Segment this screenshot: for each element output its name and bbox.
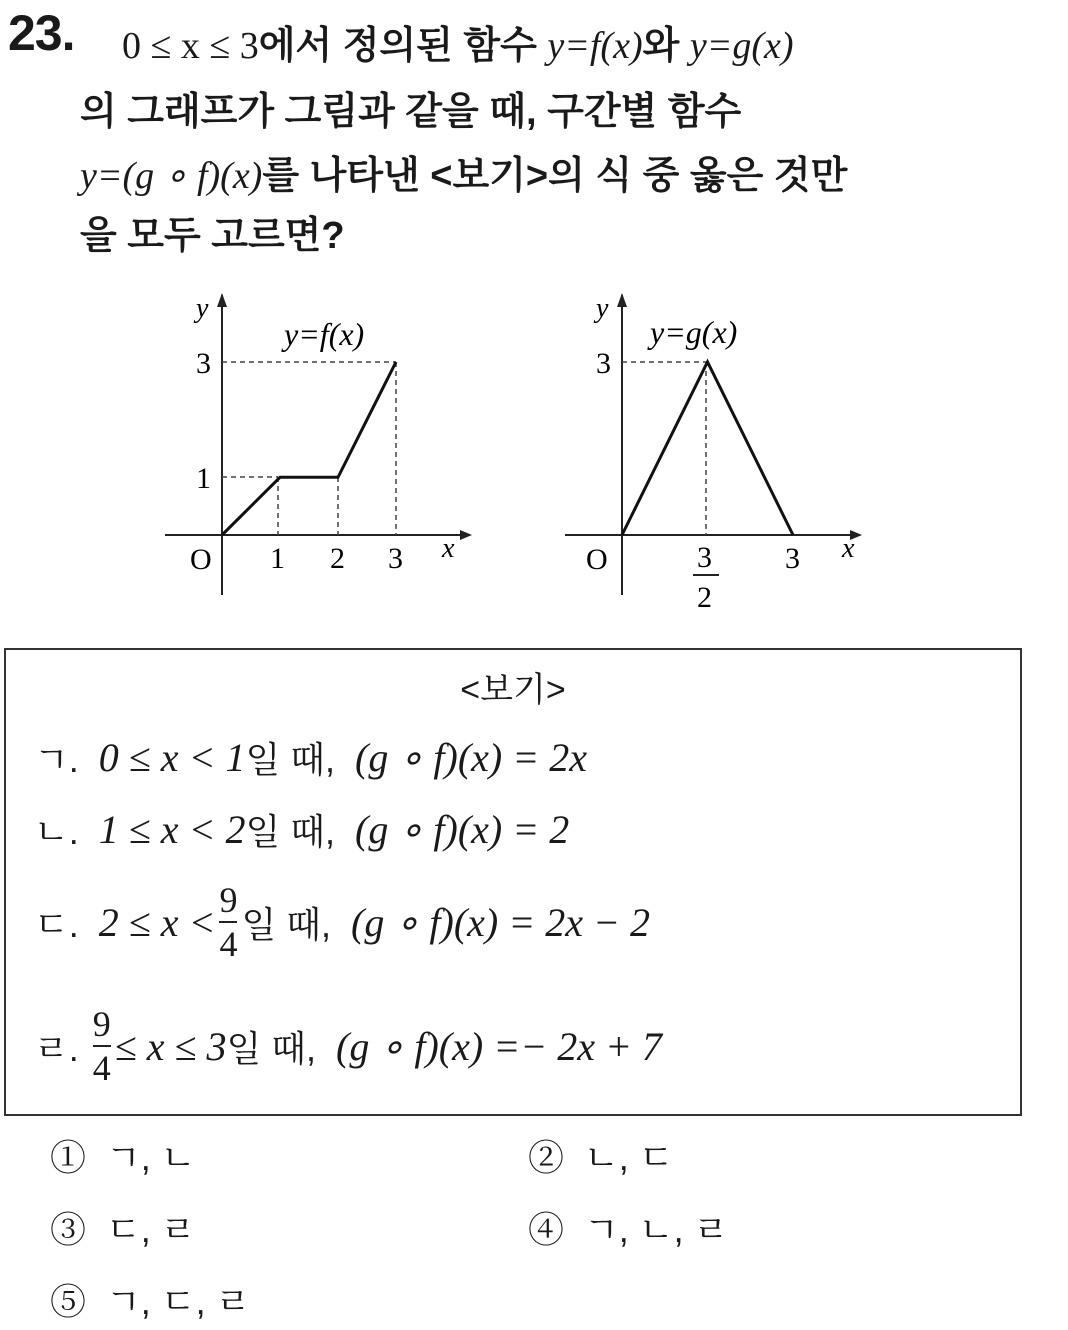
choice-5-text: ㄱ, ㄷ, ㄹ — [106, 1281, 251, 1322]
bogi-cond-d: ≤ x ≤ 3 — [114, 1023, 227, 1069]
choice-2-text: ㄴ, ㄷ — [584, 1137, 674, 1178]
bogi-expr-d: (g ∘ f)(x) =− 2x + 7 — [336, 1023, 662, 1069]
bogi-cond-a: 0 ≤ x < 1 — [98, 735, 246, 780]
choice-3[interactable] — [50, 1202, 196, 1253]
domain-condition: 0 ≤ x ≤ 3 — [122, 25, 259, 67]
choice-3-number: ③ — [50, 1209, 87, 1250]
f-graph-title: y=f(x) — [284, 316, 365, 352]
f-y-arrow — [217, 293, 227, 307]
bogi-frac-c — [219, 882, 237, 962]
g-x-tick-frac-den: 2 — [697, 581, 712, 614]
function-g-label: y=g(x) — [689, 25, 794, 67]
bogi-expr-c: (g ∘ f)(x) = 2x − 2 — [351, 899, 650, 945]
graph-f — [160, 285, 480, 605]
question-text-3: 를 나타낸 <보기>의 식 중 옳은 것만 — [262, 155, 848, 197]
bogi-item-c — [34, 882, 650, 962]
bogi-box — [4, 648, 1022, 1116]
question-line-4: 을 모두 고르면? — [80, 215, 345, 257]
choice-3-text: ㄷ, ㄹ — [106, 1209, 196, 1250]
bogi-frac-c-den: 4 — [219, 924, 238, 964]
bogi-frac-d-num: 9 — [92, 1004, 111, 1044]
question-number: 23. — [8, 5, 75, 61]
graph-g — [560, 285, 880, 615]
g-curve — [622, 362, 793, 535]
bogi-frac-d-den: 4 — [92, 1048, 111, 1088]
g-axis-x-label: x — [842, 533, 855, 564]
bogi-marker-d: ㄹ. — [34, 1027, 79, 1069]
bogi-when-d: 일 때, — [226, 1027, 317, 1069]
choice-4[interactable] — [528, 1202, 728, 1253]
bogi-expr-a: (g ∘ f)(x) = 2x — [355, 735, 587, 780]
bogi-marker-c: ㄷ. — [34, 903, 79, 945]
composite-function: y=(g ∘ f)(x) — [80, 155, 263, 197]
f-axis-y-label: y — [196, 293, 209, 324]
bogi-title: <보기> — [460, 671, 566, 709]
question-line-3 — [80, 144, 847, 199]
f-x-arrow — [460, 530, 472, 540]
question-line-1 — [122, 14, 794, 69]
question-text-1b: 와 — [642, 25, 680, 67]
bogi-when-b: 일 때, — [245, 811, 336, 852]
f-x-tick-3: 3 — [388, 542, 403, 575]
function-f-label: y=f(x) — [547, 25, 643, 67]
choice-4-number: ④ — [528, 1209, 565, 1250]
f-axis-x-label: x — [442, 533, 455, 564]
bogi-marker-b: ㄴ. — [34, 811, 79, 852]
bogi-when-a: 일 때, — [245, 739, 336, 780]
bogi-cond-c: 2 ≤ x < — [98, 899, 216, 945]
question-line-2: 의 그래프가 그림과 같을 때, 구간별 함수 — [80, 91, 742, 133]
bogi-item-b — [34, 804, 569, 855]
bogi-item-a — [34, 732, 587, 783]
choice-5[interactable] — [50, 1274, 250, 1325]
bogi-frac-c-num: 9 — [219, 880, 238, 920]
bogi-marker-a: ㄱ. — [34, 739, 79, 780]
g-y-arrow — [617, 293, 627, 307]
g-origin-label: O — [586, 543, 608, 576]
f-x-tick-2: 2 — [330, 542, 345, 575]
bogi-frac-d — [93, 1006, 111, 1086]
choice-1-number: ① — [50, 1137, 87, 1178]
f-x-tick-1: 1 — [270, 542, 285, 575]
choice-4-text: ㄱ, ㄴ, ㄹ — [584, 1209, 729, 1250]
f-y-tick-3: 3 — [196, 347, 211, 380]
choice-5-number: ⑤ — [50, 1281, 87, 1322]
choice-1-text: ㄱ, ㄴ — [106, 1137, 196, 1178]
choice-1[interactable] — [50, 1130, 196, 1181]
g-axis-y-label: y — [596, 293, 609, 324]
f-curve — [222, 362, 396, 535]
bogi-item-d — [34, 1006, 662, 1086]
g-y-tick-3: 3 — [596, 347, 611, 380]
g-x-tick-frac-num: 3 — [697, 541, 712, 574]
bogi-expr-b: (g ∘ f)(x) = 2 — [355, 807, 570, 852]
choice-2-number: ② — [528, 1137, 565, 1178]
choice-2[interactable] — [528, 1130, 674, 1181]
bogi-when-c: 일 때, — [241, 903, 332, 945]
g-graph-title: y=g(x) — [650, 314, 738, 350]
question-text-1a: 에서 정의된 함수 — [258, 25, 537, 67]
f-y-tick-1: 1 — [196, 462, 211, 495]
bogi-cond-b: 1 ≤ x < 2 — [98, 807, 246, 852]
g-x-tick-3: 3 — [785, 542, 800, 575]
f-origin-label: O — [190, 543, 212, 576]
